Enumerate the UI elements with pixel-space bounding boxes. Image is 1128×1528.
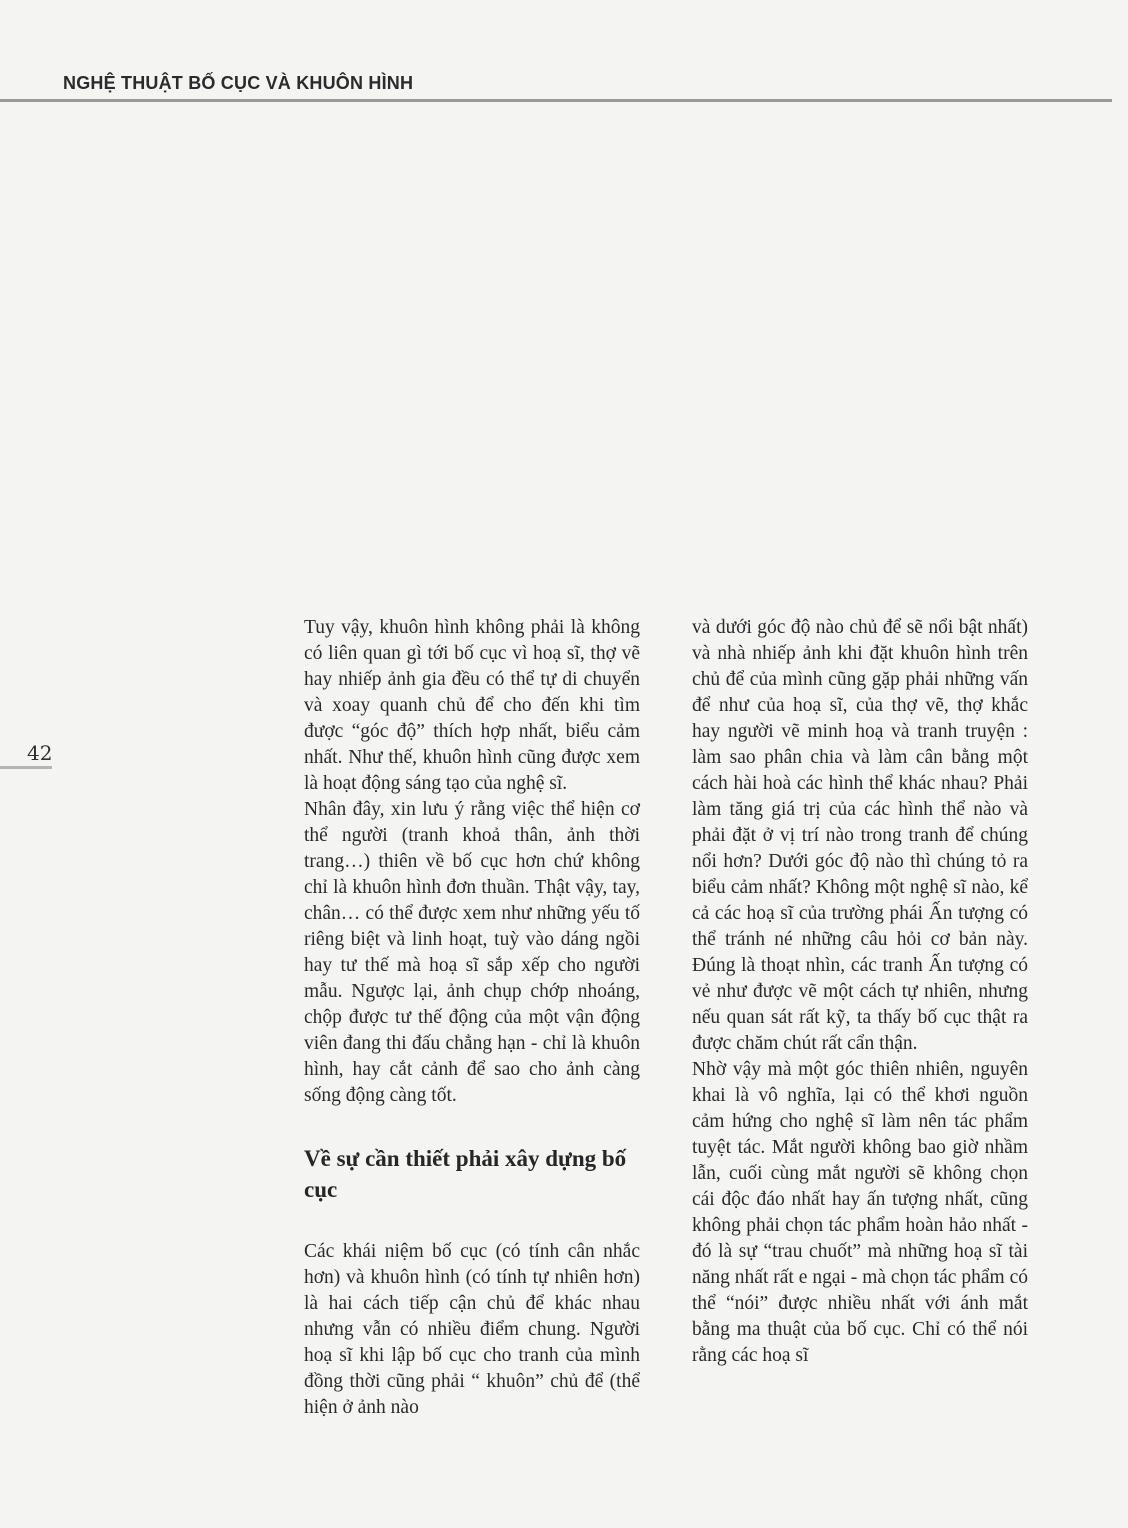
section-heading: Về sự cần thiết phải xây dựng bố cục — [304, 1146, 627, 1202]
paragraph: và dưới góc độ nào chủ để sẽ nổi bật nhất) và nhà nhiếp ảnh khi đặt khuôn hình trên chủ để của mình cũng gặp phải những vấn để như của hoạ sĩ, của thợ vẽ, thợ khắc hay người vẽ minh hoạ và tranh truyện : làm sao phân chia và làm cân bằng một cách hài hoà các hình thể khác nhau? Phải làm tăng giá trị của các hình thể nào và phải đặt ở vị trí nào trong tranh để chúng nổi hơn? Dưới góc độ nào thì chúng tỏ ra biểu cảm nhất? Không một nghệ sĩ nào, kể cả các hoạ sĩ của trường phái Ấn tượng có thể tránh né những câu hỏi cơ bản này. Đúng là thoạt nhìn, các tranh Ấn tượng có vẻ như được vẽ một cách tự nhiên, nhưng nếu quan sát rất kỹ, ta thấy bố cục thật ra được chăm chút rất cẩn thận. — [692, 617, 1028, 1054]
paragraph: Tuy vậy, khuôn hình không phải là không có liên quan gì tới bố cục vì hoạ sĩ, thợ vẽ hay nhiếp ảnh gia đều có thể tự di chuyển và xoay quanh chủ để cho đến khi tìm được “góc độ” thích hợp nhất, biểu cảm nhất. Như thế, khuôn hình cũng được xem là hoạt động sáng tạo của nghệ sĩ. — [304, 617, 640, 794]
page-number-rule — [0, 766, 52, 769]
right-text-column — [692, 615, 1028, 1369]
page-number: 42 — [27, 741, 53, 765]
paragraph: Các khái niệm bố cục (có tính cân nhắc hơn) và khuôn hình (có tính tự nhiên hơn) là hai cách tiếp cận chủ để khác nhau nhưng vẫn có nhiều điểm chung. Người hoạ sĩ khi lập bố cục cho tranh của mình đồng thời cũng phải “ khuôn” chủ để (thể hiện ở ảnh nào — [304, 1241, 640, 1418]
running-header-title: NGHỆ THUẬT BỐ CỤC VÀ KHUÔN HÌNH — [63, 73, 414, 93]
paragraph: Nhờ vậy mà một góc thiên nhiên, nguyên khai là vô nghĩa, lại có thể khơi nguồn cảm hứng cho nghệ sĩ làm nên tác phẩm tuyệt tác. Mắt người không bao giờ nhầm lẫn, cuối cùng mắt người sẽ không chọn cái độc đáo nhất hay ấn tượng nhất, cũng không phải chọn tác phẩm hoàn hảo nhất - đó là sự “trau chuốt” mà những hoạ sĩ tài năng nhất rất e ngại - mà chọn tác phẩm có thể “nói” được nhiều nhất với ánh mắt bằng ma thuật của bố cục. Chỉ có thể nói rằng các hoạ sĩ — [692, 1059, 1028, 1366]
header-divider — [0, 99, 1112, 102]
paragraph: Nhân đây, xin lưu ý rằng việc thể hiện cơ thể người (tranh khoả thân, ảnh thời trang…) thiên về bố cục hơn chứ không chỉ là khuôn hình đơn thuần. Thật vậy, tay, chân… có thể được xem như những yếu tố riêng biệt và linh hoạt, tuỳ vào dáng ngồi hay tư thế mà hoạ sĩ sắp xếp cho người mẫu. Ngược lại, ảnh chụp chớp nhoáng, chộp được tư thế động của một vận động viên đang thi đấu chẳng hạn - chỉ là khuôn hình, hay cắt cảnh để sao cho ảnh càng sống động càng tốt. — [304, 799, 640, 1106]
left-text-column — [304, 615, 640, 1421]
